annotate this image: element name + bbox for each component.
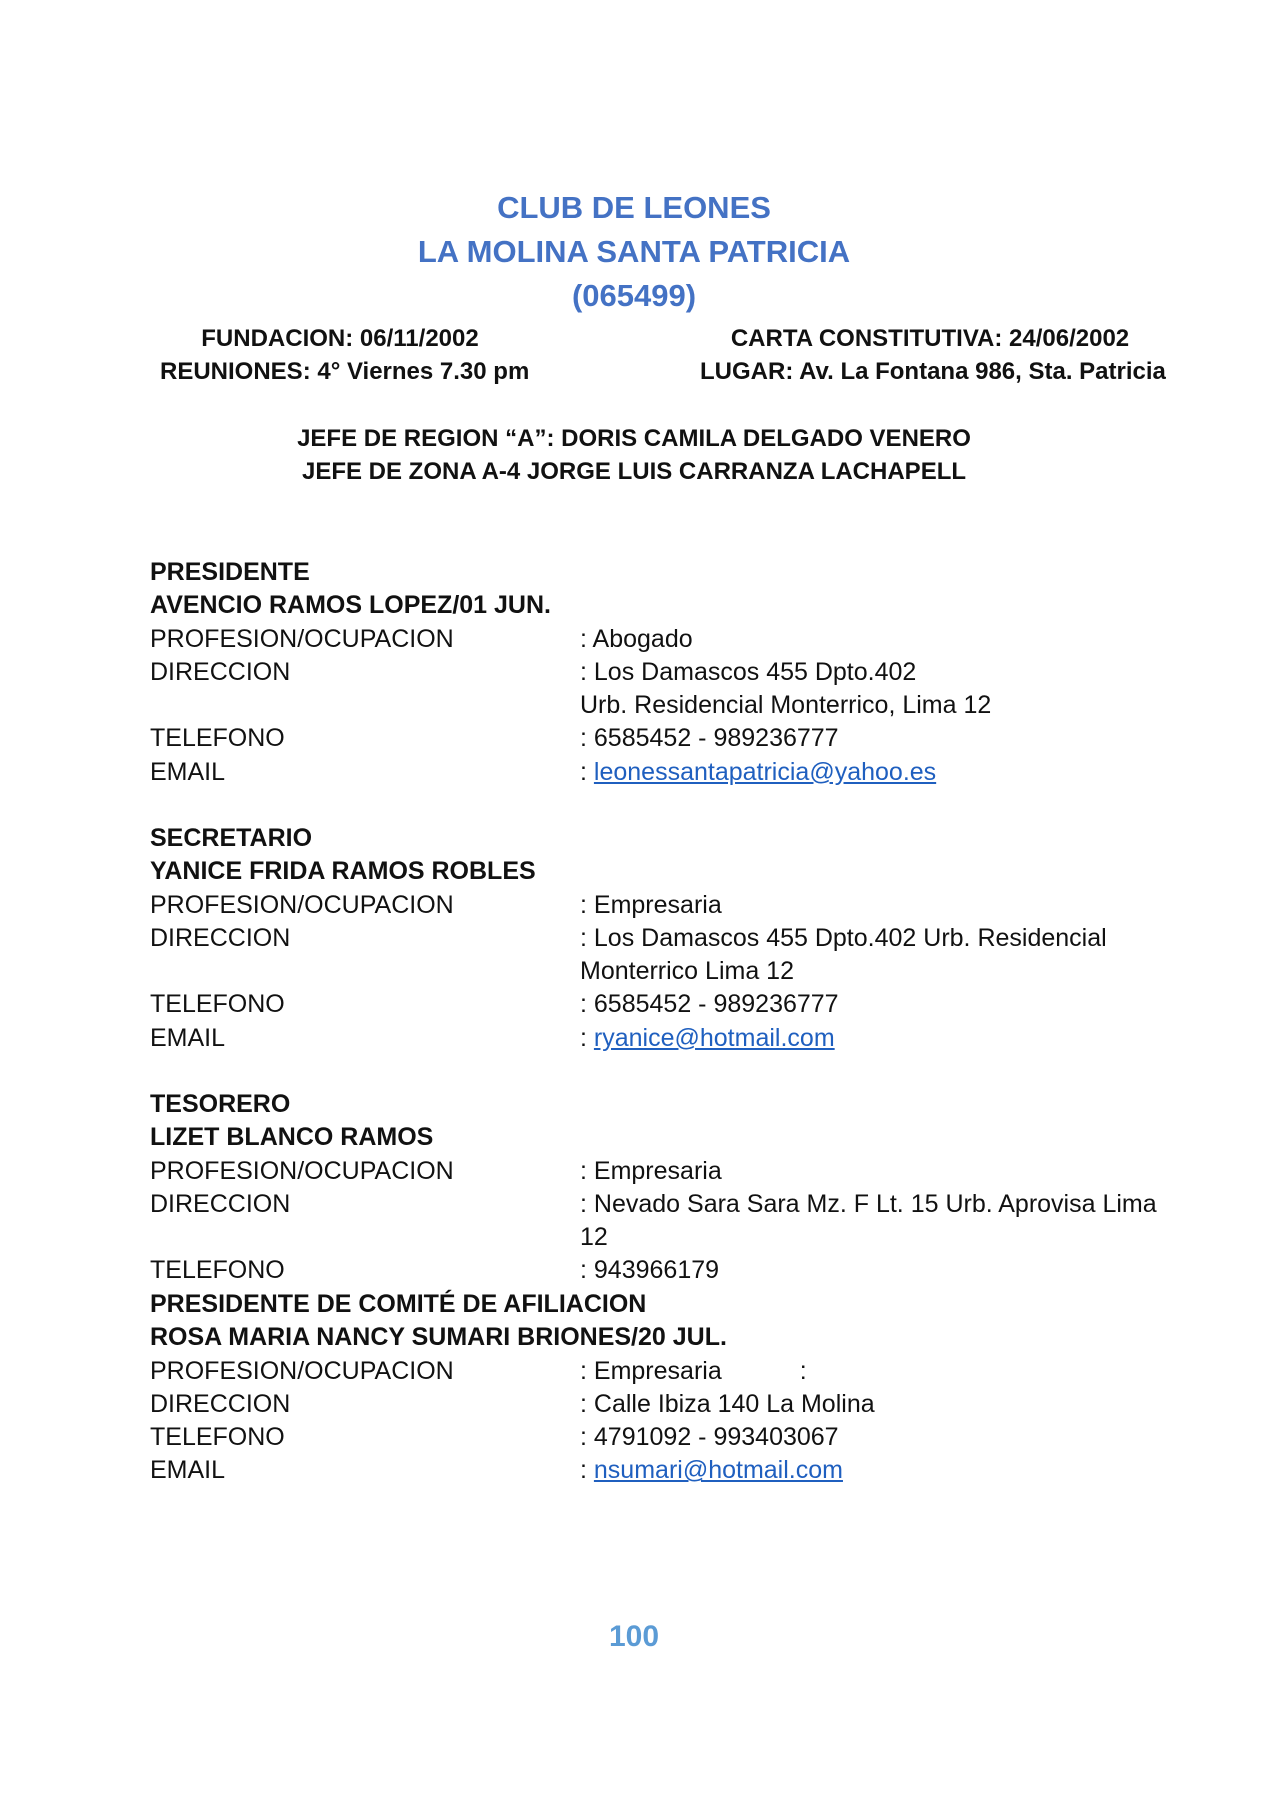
row-direccion [150, 1188, 1170, 1255]
section-secretario [150, 822, 1170, 1055]
label-telefono: TELEFONO [150, 1256, 285, 1285]
lugar: LUGAR: Av. La Fontana 986, Sta. Patricia [700, 358, 1166, 385]
row-direccion [150, 656, 1170, 723]
row-telefono [150, 988, 1170, 1021]
role-title: PRESIDENTE [150, 558, 310, 586]
label-direccion: DIRECCION [150, 1389, 291, 1418]
value-telefono: 6585452 - 989236777 [593, 724, 839, 753]
colon: : [580, 990, 587, 1019]
colon: : [580, 1189, 587, 1218]
member-name: LIZET BLANCO RAMOS [150, 1123, 434, 1152]
row-profesion [150, 889, 1170, 922]
label-direccion: DIRECCION [150, 657, 291, 686]
colon: : [580, 923, 587, 952]
colon: : [580, 757, 587, 786]
label-direccion: DIRECCION [150, 1189, 291, 1218]
section-presidente [150, 556, 1170, 789]
member-name: ROSA MARIA NANCY SUMARI BRIONES/20 JUL. [150, 1323, 727, 1352]
row-email [150, 1022, 1170, 1055]
label-telefono: TELEFONO [150, 990, 285, 1019]
value-profesion: Empresaria [593, 890, 722, 919]
email-link[interactable]: nsumari@hotmail.com [593, 1456, 843, 1485]
section-afiliacion [150, 1288, 1170, 1488]
role-title: TESORERO [150, 1090, 291, 1118]
row-email [150, 1454, 1170, 1487]
member-name: AVENCIO RAMOS LOPEZ/01 JUN. [150, 591, 551, 620]
value-direccion: Nevado Sara Sara Mz. F Lt. 15 Urb. Aprovisa Lima 12 [580, 1189, 1157, 1252]
label-telefono: TELEFONO [150, 1423, 285, 1452]
label-email: EMAIL [150, 757, 226, 786]
value-profesion: Abogado [592, 624, 693, 653]
colon: : [580, 1389, 587, 1418]
row-telefono [150, 722, 1170, 755]
value-direccion: Los Damascos 455 Dpto.402 Urb. Residencial [593, 923, 1107, 952]
section-tesorero [150, 1088, 1170, 1288]
jefe-zona: JEFE DE ZONA A-4 JORGE LUIS CARRANZA LACHAPELL [301, 458, 967, 485]
row-telefono [150, 1421, 1170, 1454]
row-direccion [150, 1388, 1170, 1421]
colon: : [580, 1423, 587, 1452]
colon: : [580, 724, 587, 753]
role-title: SECRETARIO [150, 824, 313, 852]
colon: : [580, 1156, 587, 1185]
page-number: 100 [608, 1620, 660, 1653]
label-email: EMAIL [150, 1456, 226, 1485]
label-profesion: PROFESION/OCUPACION [150, 624, 454, 653]
carta-constitutiva: CARTA CONSTITUTIVA: 24/06/2002 [730, 325, 1130, 352]
row-telefono [150, 1254, 1170, 1287]
colon: : [580, 1456, 587, 1485]
row-direccion [150, 922, 1170, 989]
colon: : [580, 657, 587, 686]
colon: : [580, 890, 587, 919]
value-telefono: 943966179 [593, 1256, 720, 1285]
label-profesion: PROFESION/OCUPACION [150, 1156, 454, 1185]
reuniones: REUNIONES: 4° Viernes 7.30 pm [160, 358, 530, 385]
fundacion: FUNDACION: 06/11/2002 [201, 325, 479, 352]
label-profesion: PROFESION/OCUPACION [150, 1356, 454, 1385]
title-club: CLUB DE LEONES [497, 190, 771, 225]
value-direccion-2: Monterrico Lima 12 [580, 957, 794, 986]
value-direccion-2: Urb. Residencial Monterrico, Lima 12 [580, 691, 992, 720]
colon: : [580, 1023, 587, 1052]
label-email: EMAIL [150, 1023, 226, 1052]
title-club-number: (065499) [571, 278, 697, 313]
row-profesion [150, 623, 1170, 656]
label-profesion: PROFESION/OCUPACION [150, 890, 454, 919]
email-link[interactable]: ryanice@hotmail.com [593, 1023, 835, 1052]
row-profesion [150, 1355, 1170, 1388]
colon: : [580, 1256, 587, 1285]
value-direccion: Los Damascos 455 Dpto.402 [593, 657, 917, 686]
role-title: PRESIDENTE DE COMITÉ DE AFILIACION [150, 1290, 647, 1318]
label-direccion: DIRECCION [150, 923, 291, 952]
value-profesion: Empresaria [593, 1356, 722, 1385]
value-telefono: 4791092 - 993403067 [593, 1423, 839, 1452]
value-direccion: Calle Ibiza 140 La Molina [593, 1389, 875, 1418]
member-name: YANICE FRIDA RAMOS ROBLES [150, 857, 536, 886]
email-link[interactable]: leonessantapatricia@yahoo.es [593, 757, 937, 786]
value-profesion: Empresaria [593, 1156, 722, 1185]
row-email [150, 756, 1170, 789]
colon: : [580, 624, 587, 653]
label-telefono: TELEFONO [150, 724, 285, 753]
jefe-region: JEFE DE REGION “A”: DORIS CAMILA DELGADO VENERO [297, 425, 971, 452]
row-profesion [150, 1155, 1170, 1188]
value-telefono: 6585452 - 989236777 [593, 990, 839, 1019]
extra-colon: : [799, 1356, 807, 1385]
colon: : [580, 1356, 587, 1385]
title-club-name: LA MOLINA SANTA PATRICIA [417, 234, 851, 269]
